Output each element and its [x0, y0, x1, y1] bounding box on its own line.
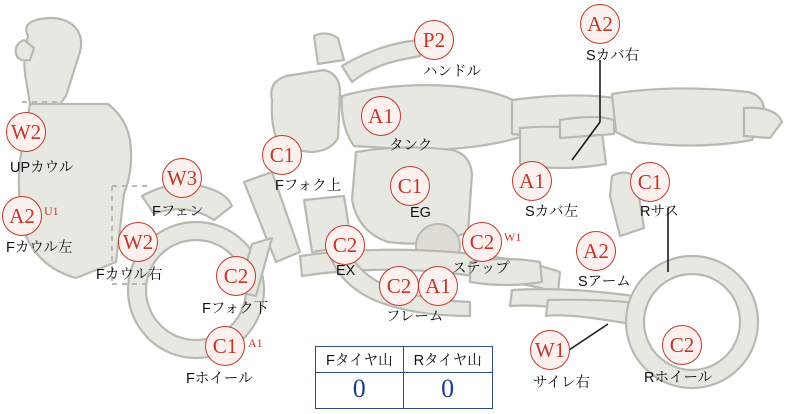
marker-step[interactable]: C2	[462, 222, 502, 262]
tire-depth-table	[315, 346, 493, 409]
label-front-cowl-left: Fカウル左	[6, 240, 73, 256]
label-rear-suspension: Rサス	[640, 204, 679, 220]
marker-exhaust[interactable]: C2	[325, 225, 365, 265]
label-front-fork-lower: Fフォク下	[202, 301, 269, 317]
label-silencer-right: サイレ右	[533, 375, 590, 391]
table-header-row	[316, 347, 493, 373]
marker-side-cover-left[interactable]: A1	[512, 161, 552, 201]
marker-step-sub[interactable]: W1	[504, 230, 522, 244]
marker-fuel-tank[interactable]: A1	[361, 96, 401, 136]
marker-front-cowl-left-sub[interactable]: U1	[44, 204, 59, 218]
marker-front-fender[interactable]: W3	[162, 158, 202, 198]
marker-front-cowl-right[interactable]: W2	[118, 222, 158, 262]
label-handlebar: ハンドル	[423, 64, 481, 80]
marker-frame-sub[interactable]: A1	[418, 266, 458, 306]
label-swing-arm: Sアーム	[578, 274, 631, 290]
label-side-cover-left: Sカバ左	[525, 204, 579, 220]
label-exhaust: EX	[336, 263, 356, 279]
label-front-fork-upper: Fフォク上	[275, 178, 342, 194]
marker-front-wheel-sub[interactable]: A1	[248, 336, 263, 350]
marker-swing-arm[interactable]: A2	[576, 231, 616, 271]
marker-front-fork-upper[interactable]: C1	[262, 135, 302, 175]
label-frame: フレーム	[386, 309, 444, 325]
label-front-fender: Fフェン	[152, 204, 204, 220]
marker-front-wheel[interactable]: C1	[205, 326, 245, 366]
marker-rear-wheel[interactable]: C2	[662, 325, 702, 365]
table-row	[316, 373, 493, 409]
marker-silencer-right[interactable]: W1	[530, 330, 570, 370]
front-tire-depth-value[interactable]: 0	[316, 373, 404, 409]
label-rear-wheel: Rホイール	[644, 370, 713, 386]
label-fuel-tank: タンク	[389, 138, 433, 154]
marker-frame[interactable]: C2	[379, 266, 419, 306]
marker-front-cowl-left[interactable]: A2	[2, 196, 42, 236]
label-engine: EG	[410, 205, 431, 221]
marker-side-cover-right[interactable]: A2	[580, 4, 620, 44]
marker-engine[interactable]: C1	[390, 166, 430, 206]
marker-rear-suspension[interactable]: C1	[630, 162, 670, 202]
label-front-cowl-right: Fカウル右	[96, 267, 163, 283]
marker-handlebar[interactable]: P2	[414, 20, 454, 60]
marker-upcowl[interactable]: W2	[6, 112, 46, 152]
label-front-wheel: Fホイール	[186, 371, 253, 387]
label-step: ステップ	[452, 261, 510, 277]
label-side-cover-right: Sカバ右	[586, 48, 640, 64]
table-header-rear-tire: Rタイヤ山	[403, 347, 492, 373]
label-upcowl: UPカウル	[10, 160, 74, 176]
marker-front-fork-lower[interactable]: C2	[216, 256, 256, 296]
table-header-front-tire: Fタイヤ山	[316, 347, 404, 373]
rear-tire-depth-value[interactable]: 0	[403, 373, 492, 409]
